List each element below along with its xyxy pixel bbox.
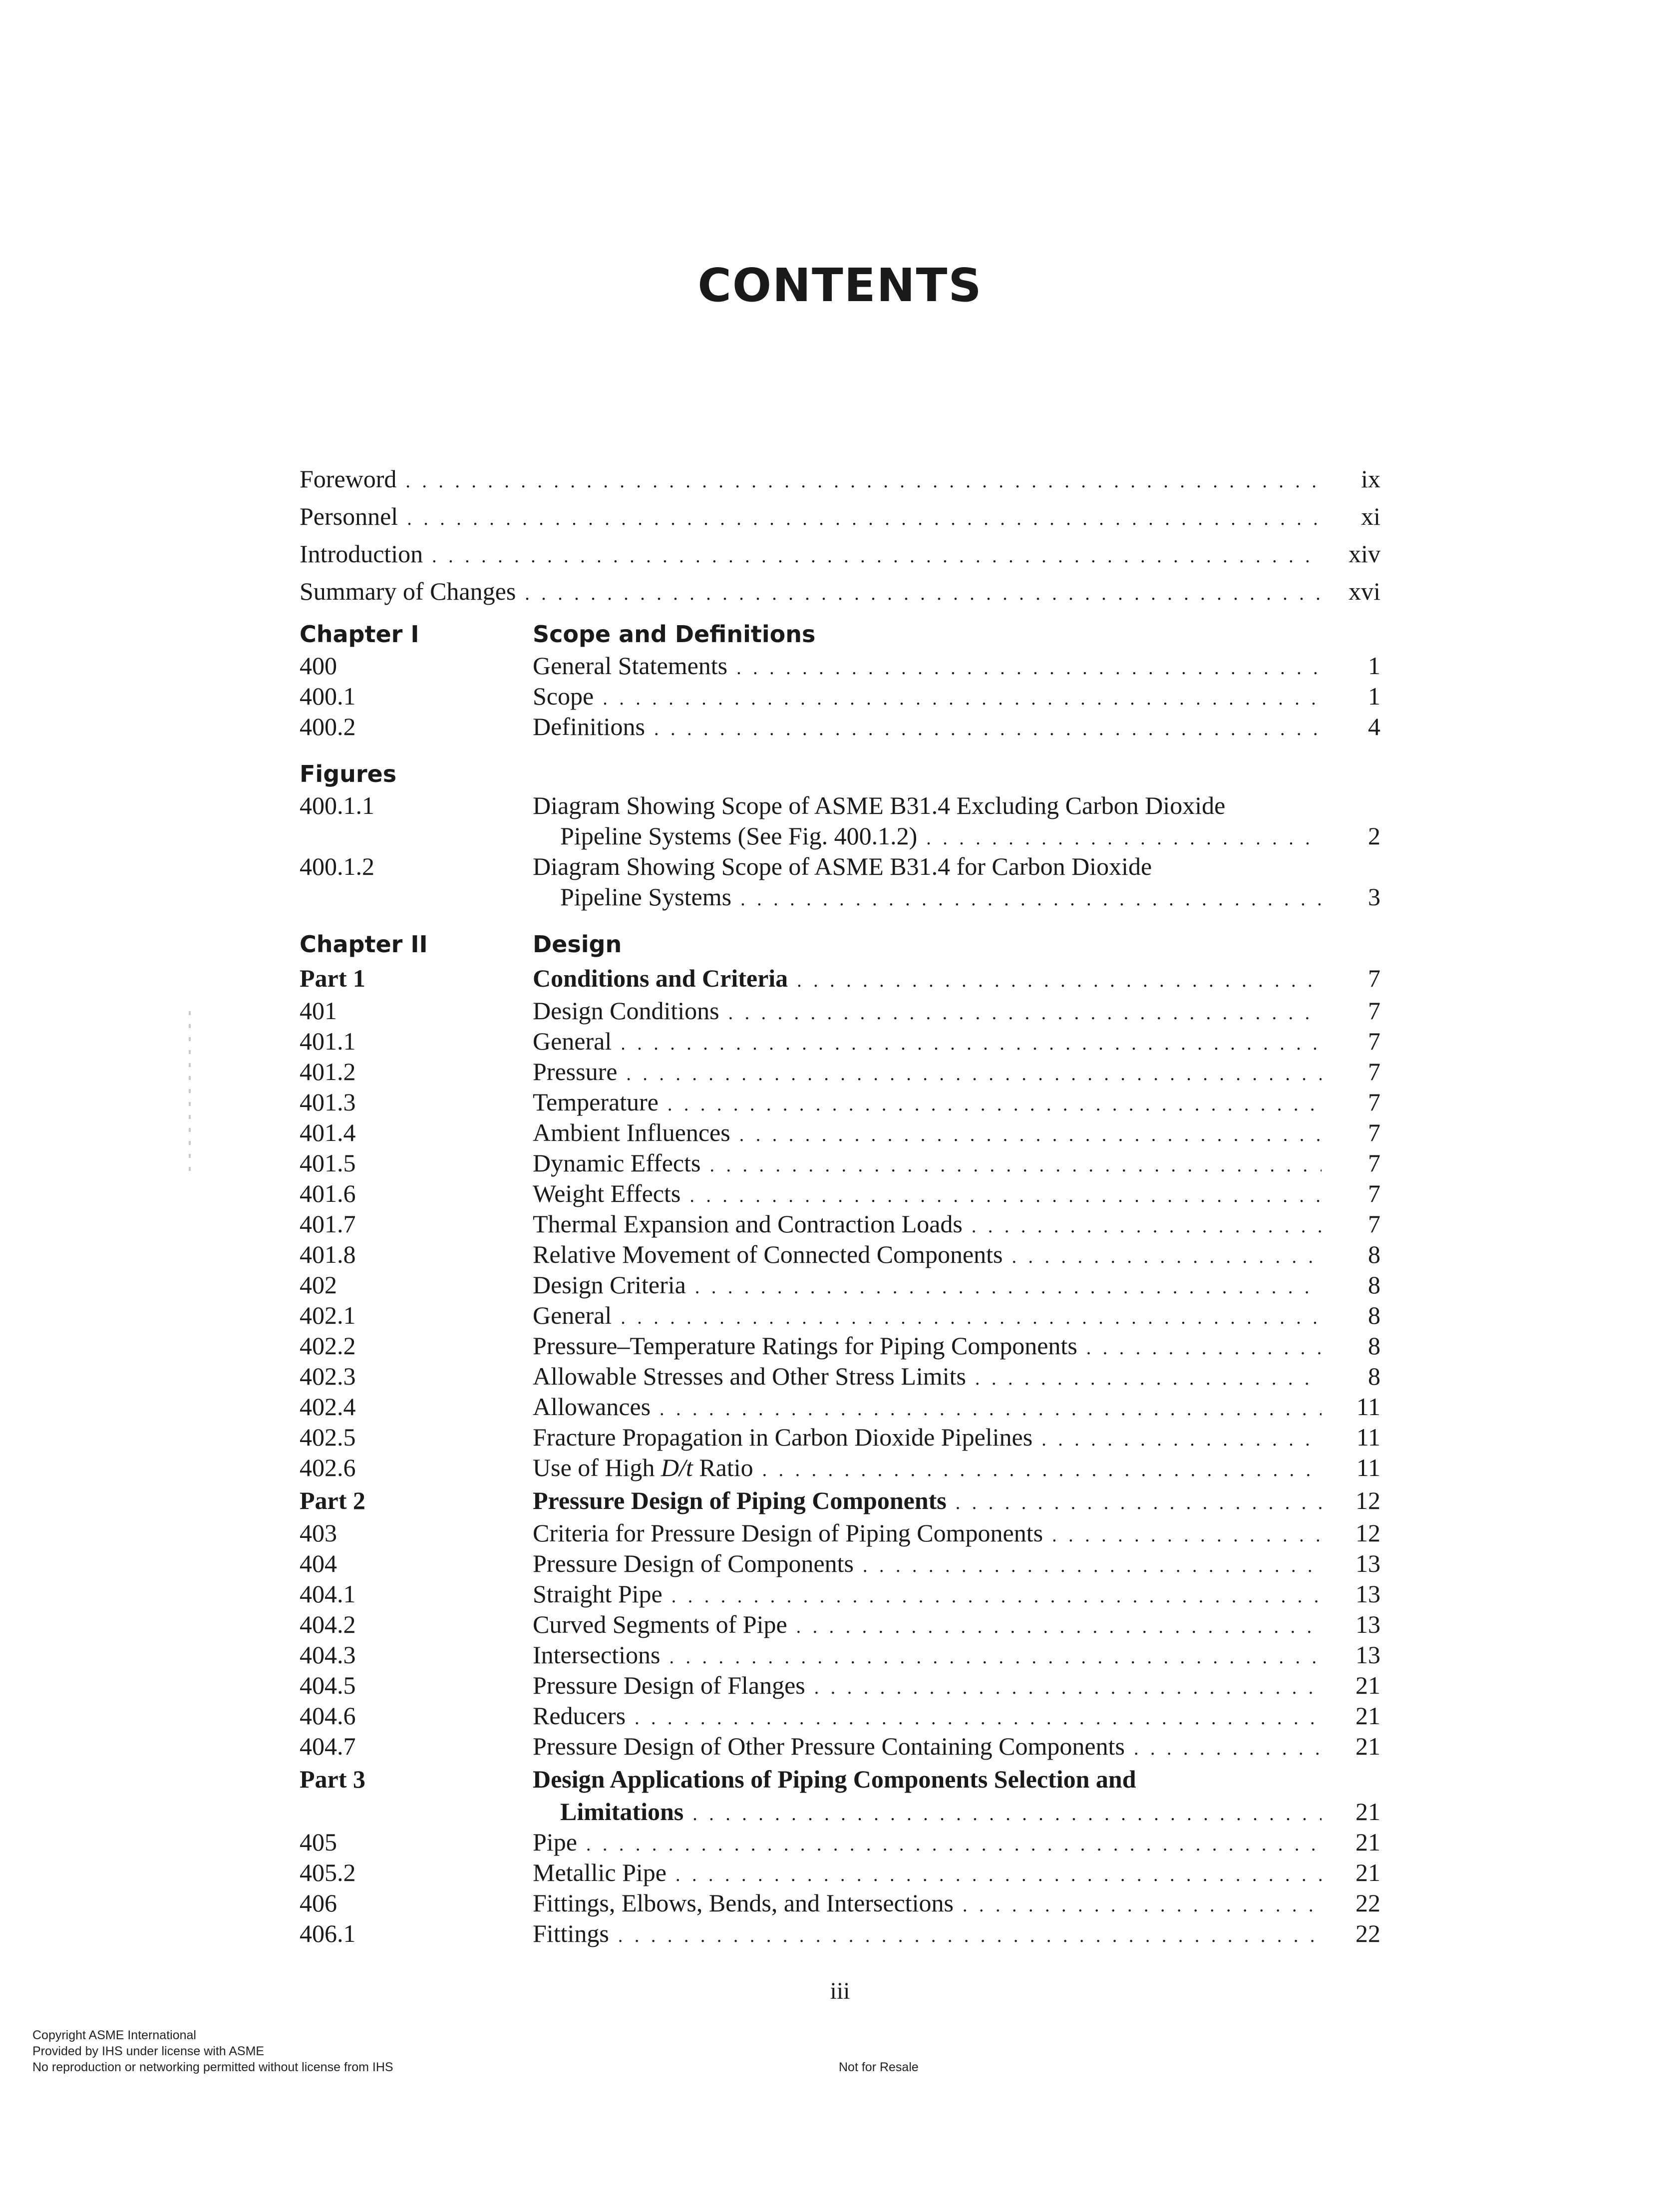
figure-number: 400.1.1 xyxy=(300,791,374,819)
section-number: 406 xyxy=(300,1889,337,1917)
toc-entry[interactable] xyxy=(300,1670,1380,1701)
part-title: Conditions and Criteria xyxy=(533,964,788,992)
section-number: 401.2 xyxy=(300,1058,356,1086)
toc-entry[interactable] xyxy=(300,1918,1380,1949)
toc-entry-page: 13 xyxy=(1355,1580,1380,1608)
toc-entry-page: 22 xyxy=(1355,1919,1380,1947)
part-label: Part 1 xyxy=(300,964,365,992)
figure-entry[interactable] xyxy=(300,851,1380,882)
toc-entry-page: 3 xyxy=(1368,883,1380,911)
dot-leader xyxy=(709,1150,1322,1181)
section-number: 406.1 xyxy=(300,1919,356,1947)
toc-entry-page: 12 xyxy=(1355,1519,1380,1547)
copyright-footer xyxy=(32,2027,393,2075)
toc-entry-title: Pressure Design of Flanges xyxy=(533,1671,805,1699)
margin-change-bar xyxy=(189,1011,191,1176)
figures-label: Figures xyxy=(300,760,397,787)
toc-entry-title: General xyxy=(533,1301,612,1329)
toc-entry[interactable] xyxy=(300,1209,1380,1239)
chapter-label: Chapter II xyxy=(300,931,428,958)
toc-entry-title: Design Criteria xyxy=(533,1271,686,1299)
dot-leader xyxy=(740,884,1322,915)
section-number: 401 xyxy=(300,997,337,1025)
part-label: Part 3 xyxy=(300,1765,365,1793)
toc-entry-page: 11 xyxy=(1356,1454,1380,1481)
section-number: 404.5 xyxy=(300,1671,356,1699)
toc-entry-page: 1 xyxy=(1368,682,1380,710)
dot-leader xyxy=(796,1612,1322,1642)
section-number: 402.5 xyxy=(300,1423,356,1451)
toc-entry[interactable] xyxy=(300,996,1380,1026)
toc-entry-page: 8 xyxy=(1368,1301,1380,1329)
chapter-heading xyxy=(300,928,1380,961)
dot-leader xyxy=(635,1703,1322,1734)
toc-entry[interactable] xyxy=(300,681,1380,712)
toc-entry-page: 12 xyxy=(1355,1486,1380,1514)
dot-leader xyxy=(660,1394,1322,1425)
part-heading[interactable] xyxy=(300,1483,1380,1518)
toc-entry-title: Pipe xyxy=(533,1828,577,1856)
dot-leader xyxy=(975,1364,1322,1394)
toc-entry-title: Thermal Expansion and Contraction Loads xyxy=(533,1210,963,1238)
part-title-line2: Limitations xyxy=(560,1798,684,1826)
toc-entry-page: 8 xyxy=(1368,1362,1380,1390)
part-title-line1: Design Applications of Piping Components Selection and xyxy=(533,1765,1136,1793)
toc-entry-page: xi xyxy=(1361,502,1380,530)
toc-entry[interactable] xyxy=(300,1026,1380,1057)
toc-entry-page: xvi xyxy=(1348,577,1380,605)
part3-entries xyxy=(300,1827,1380,1949)
toc-entry-title: Dynamic Effects xyxy=(533,1149,701,1177)
toc-entry[interactable] xyxy=(300,1178,1380,1209)
section-number: 400.2 xyxy=(300,713,356,740)
dot-leader xyxy=(739,1120,1322,1150)
toc-entry-page: 7 xyxy=(1368,1179,1380,1207)
toc-entry[interactable] xyxy=(300,712,1380,742)
chapter-title: Design xyxy=(533,931,622,958)
toc-entry-page: 21 xyxy=(1355,1798,1380,1826)
dot-leader xyxy=(863,1551,1322,1581)
toc-entry-title: Scope xyxy=(533,682,594,710)
toc-entry-title: Use of High D/t Ratio xyxy=(533,1454,753,1481)
dot-leader xyxy=(407,500,1322,538)
dot-leader xyxy=(797,963,1322,998)
toc-entry[interactable] xyxy=(300,1057,1380,1087)
toc-entry-title: Definitions xyxy=(533,713,645,740)
section-number: 405 xyxy=(300,1828,337,1856)
table-of-contents xyxy=(300,460,1380,1949)
toc-entry[interactable] xyxy=(300,1270,1380,1300)
section-number: 404.2 xyxy=(300,1610,356,1638)
dot-leader xyxy=(695,1272,1322,1303)
toc-entry-title: Curved Segments of Pipe xyxy=(533,1610,787,1638)
figure-number: 400.1.2 xyxy=(300,852,374,880)
section-number: 402.4 xyxy=(300,1393,356,1421)
figure-entry-continued[interactable] xyxy=(300,821,1380,851)
toc-entry-page: 21 xyxy=(1355,1702,1380,1730)
toc-entry[interactable] xyxy=(300,1609,1380,1640)
section-number: 401.4 xyxy=(300,1118,356,1146)
section-number: 400 xyxy=(300,652,337,680)
toc-entry-page: 11 xyxy=(1356,1423,1380,1451)
toc-entry-page: 7 xyxy=(1368,1088,1380,1116)
toc-entry-page: 7 xyxy=(1368,997,1380,1025)
toc-entry-page: 7 xyxy=(1368,1058,1380,1086)
part-heading[interactable] xyxy=(300,961,1380,996)
toc-entry[interactable] xyxy=(300,1300,1380,1331)
page-number: iii xyxy=(830,1978,850,2004)
toc-entry-foreword[interactable] xyxy=(300,460,1380,498)
toc-entry-title: Relative Movement of Connected Components xyxy=(533,1240,1003,1268)
toc-entry[interactable] xyxy=(300,1731,1380,1762)
section-number: 404.3 xyxy=(300,1641,356,1669)
toc-entry-page: 21 xyxy=(1355,1671,1380,1699)
not-for-resale-footer: Not for Resale xyxy=(839,2060,919,2074)
figure-title-line2: Pipeline Systems xyxy=(560,883,732,911)
section-number: 405.2 xyxy=(300,1858,356,1886)
toc-entry-title: General xyxy=(533,1027,612,1055)
toc-entry[interactable] xyxy=(300,1640,1380,1670)
part2-entries xyxy=(300,1518,1380,1762)
toc-entry-title: Personnel xyxy=(300,502,398,530)
toc-entry[interactable] xyxy=(300,1331,1380,1361)
toc-entry-title: Temperature xyxy=(533,1088,659,1116)
toc-entry[interactable] xyxy=(300,1239,1380,1270)
toc-entry-page: 7 xyxy=(1368,1210,1380,1238)
part-title: Pressure Design of Piping Components xyxy=(533,1486,947,1514)
chapter-heading xyxy=(300,618,1380,651)
toc-entry-introduction[interactable] xyxy=(300,535,1380,573)
toc-entry-page: 2 xyxy=(1368,822,1380,850)
toc-entry-page: 11 xyxy=(1356,1393,1380,1421)
dot-leader xyxy=(692,1799,1322,1830)
toc-entry-summary-of-changes[interactable] xyxy=(300,573,1380,610)
dot-leader xyxy=(1041,1425,1322,1455)
section-number: 404.1 xyxy=(300,1580,356,1608)
toc-entry[interactable] xyxy=(300,1518,1380,1548)
toc-entry[interactable] xyxy=(300,1087,1380,1117)
toc-entry-page: 7 xyxy=(1368,1027,1380,1055)
toc-entry-title: Metallic Pipe xyxy=(533,1858,667,1886)
toc-entry-page: 1 xyxy=(1368,652,1380,680)
toc-entry-title: Criteria for Pressure Design of Piping Components xyxy=(533,1519,1043,1547)
section-number: 401.5 xyxy=(300,1149,356,1177)
toc-entry-title: Allowances xyxy=(533,1393,651,1421)
toc-entry-title: Fittings, Elbows, Bends, and Intersections xyxy=(533,1889,954,1917)
toc-entry-title: Foreword xyxy=(300,465,397,493)
toc-entry-personnel[interactable] xyxy=(300,498,1380,535)
toc-entry[interactable] xyxy=(300,1579,1380,1609)
toc-entry-title: Straight Pipe xyxy=(533,1580,663,1608)
section-number: 401.7 xyxy=(300,1210,356,1238)
toc-entry[interactable] xyxy=(300,1888,1380,1918)
toc-entry-title: Summary of Changes xyxy=(300,577,516,605)
toc-entry-page: 8 xyxy=(1368,1240,1380,1268)
toc-entry-title: Pressure Design of Components xyxy=(533,1549,854,1577)
toc-entry-page: 8 xyxy=(1368,1332,1380,1360)
dot-leader xyxy=(972,1211,1322,1242)
dot-leader xyxy=(672,1581,1322,1612)
section-number: 400.1 xyxy=(300,682,356,710)
section-number: 401.8 xyxy=(300,1240,356,1268)
toc-entry[interactable] xyxy=(300,1548,1380,1579)
section-number: 404.7 xyxy=(300,1732,356,1760)
part1-entries xyxy=(300,996,1380,1453)
part-label: Part 2 xyxy=(300,1486,365,1514)
dot-leader xyxy=(405,463,1322,500)
figure-title-line1: Diagram Showing Scope of ASME B31.4 for Carbon Dioxide xyxy=(533,852,1152,880)
toc-entry-title: Introduction xyxy=(300,540,423,568)
section-number: 402.6 xyxy=(300,1454,356,1481)
toc-entry[interactable] xyxy=(300,1392,1380,1422)
toc-entry-page: 7 xyxy=(1368,964,1380,992)
toc-entry-page: 22 xyxy=(1355,1889,1380,1917)
dot-leader xyxy=(626,1059,1322,1090)
toc-entry-page: 8 xyxy=(1368,1271,1380,1299)
dot-leader xyxy=(1011,1242,1322,1272)
dot-leader xyxy=(926,823,1322,854)
section-number: 403 xyxy=(300,1519,337,1547)
section-number: 402 xyxy=(300,1271,337,1299)
dot-leader xyxy=(1052,1520,1322,1551)
chapter-label: Chapter I xyxy=(300,621,419,648)
dot-leader xyxy=(432,538,1322,575)
toc-entry-title: Reducers xyxy=(533,1702,626,1730)
toc-entry-page: 13 xyxy=(1355,1641,1380,1669)
section-number: 402.2 xyxy=(300,1332,356,1360)
figures-heading xyxy=(300,758,1380,790)
part-heading-continued[interactable] xyxy=(300,1797,1380,1827)
dot-leader xyxy=(963,1890,1322,1921)
dot-leader xyxy=(621,1029,1322,1059)
figure-title-line1: Diagram Showing Scope of ASME B31.4 Excluding Carbon Dioxide xyxy=(533,791,1226,819)
toc-entry-title: Ambient Influences xyxy=(533,1118,730,1146)
dot-leader xyxy=(728,998,1322,1029)
toc-entry-page: xiv xyxy=(1348,540,1380,568)
toc-entry-page: 21 xyxy=(1355,1858,1380,1886)
toc-entry[interactable] xyxy=(300,1422,1380,1453)
section-number: 402.1 xyxy=(300,1301,356,1329)
dot-leader xyxy=(1134,1734,1322,1764)
toc-entry-title: Fittings xyxy=(533,1919,609,1947)
toc-entry-title: Weight Effects xyxy=(533,1179,681,1207)
section-number: 401.3 xyxy=(300,1088,356,1116)
toc-entry-page: 4 xyxy=(1368,713,1380,740)
toc-entry-title: Allowable Stresses and Other Stress Limits xyxy=(533,1362,966,1390)
toc-entry-title: General Statements xyxy=(533,652,728,680)
toc-entry-title: Pressure–Temperature Ratings for Piping Components xyxy=(533,1332,1077,1360)
toc-entry-page: 7 xyxy=(1368,1118,1380,1146)
section-number: 402.3 xyxy=(300,1362,356,1390)
section-number: 404.6 xyxy=(300,1702,356,1730)
dot-leader xyxy=(814,1673,1322,1703)
dot-leader xyxy=(603,684,1322,714)
part-heading[interactable] xyxy=(300,1762,1380,1797)
dot-leader xyxy=(669,1642,1322,1673)
dot-leader xyxy=(618,1921,1322,1951)
toc-entry-title: Fracture Propagation in Carbon Dioxide Pipelines xyxy=(533,1423,1033,1451)
toc-entry[interactable] xyxy=(300,1857,1380,1888)
toc-entry-page: 13 xyxy=(1355,1549,1380,1577)
toc-entry-page: 13 xyxy=(1355,1610,1380,1638)
dot-leader xyxy=(675,1860,1322,1890)
dot-leader xyxy=(654,714,1322,744)
toc-entry[interactable] xyxy=(300,1117,1380,1148)
toc-entry-page: ix xyxy=(1361,465,1380,493)
toc-entry-title: Design Conditions xyxy=(533,997,719,1025)
dot-leader xyxy=(762,1455,1322,1485)
toc-entry[interactable] xyxy=(300,1701,1380,1731)
footer-line: Copyright ASME International xyxy=(32,2028,196,2042)
toc-entry[interactable] xyxy=(300,1827,1380,1857)
toc-entry-page: 21 xyxy=(1355,1828,1380,1856)
dot-leader xyxy=(525,575,1322,613)
section-number: 401.1 xyxy=(300,1027,356,1055)
toc-entry[interactable] xyxy=(300,1148,1380,1178)
toc-entry[interactable] xyxy=(300,651,1380,681)
toc-entry[interactable] xyxy=(300,1453,1380,1483)
dot-leader xyxy=(689,1181,1322,1211)
dot-leader xyxy=(736,653,1322,684)
dot-leader xyxy=(668,1090,1322,1120)
section-number: 401.6 xyxy=(300,1179,356,1207)
figure-title-line2: Pipeline Systems (See Fig. 400.1.2) xyxy=(560,822,918,850)
dot-leader xyxy=(586,1830,1322,1860)
footer-line: Provided by IHS under license with ASME xyxy=(32,2044,265,2058)
page-title: CONTENTS xyxy=(697,259,983,312)
figure-entry-continued[interactable] xyxy=(300,882,1380,912)
toc-entry-title: Intersections xyxy=(533,1641,661,1669)
toc-entry[interactable] xyxy=(300,1361,1380,1392)
toc-entry-page: 21 xyxy=(1355,1732,1380,1760)
chapter-title: Scope and Definitions xyxy=(533,621,816,648)
toc-entry-page: 7 xyxy=(1368,1149,1380,1177)
toc-entry-title: Pressure Design of Other Pressure Containing Components xyxy=(533,1732,1125,1760)
dot-leader xyxy=(1086,1333,1322,1364)
toc-entry-title: Pressure xyxy=(533,1058,618,1086)
dot-leader xyxy=(956,1485,1322,1520)
figure-entry[interactable] xyxy=(300,790,1380,821)
dot-leader xyxy=(621,1303,1322,1333)
footer-line: No reproduction or networking permitted without license from IHS xyxy=(32,2060,393,2074)
section-number: 404 xyxy=(300,1549,337,1577)
